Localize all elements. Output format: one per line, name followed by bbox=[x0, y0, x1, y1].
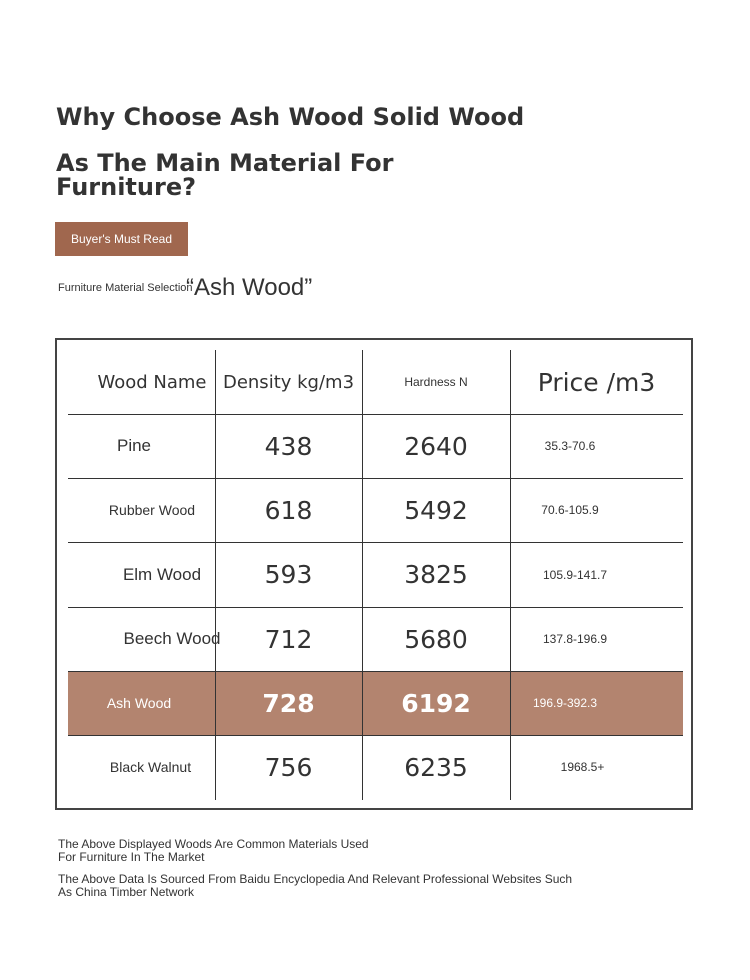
table-row-price: 70.6-105.9 bbox=[541, 503, 599, 517]
footnote-2-line-1: The Above Data Is Sourced From Baidu Encyclopedia And Relevant Professional Websites Such bbox=[58, 872, 573, 886]
table-row-hardness: 5680 bbox=[404, 624, 468, 654]
table-row-hardness: 2640 bbox=[404, 431, 468, 461]
section-title: “Ash Wood” bbox=[186, 274, 313, 301]
footnote-2-line-2: As China Timber Network bbox=[58, 885, 195, 899]
table-row-hardness: 6235 bbox=[404, 752, 468, 782]
table-row-density: 438 bbox=[264, 431, 313, 461]
table-row-name: Elm Wood bbox=[122, 564, 202, 584]
section-label: Furniture Material Selection bbox=[58, 282, 193, 294]
table-row-price: 35.3-70.6 bbox=[544, 439, 596, 453]
table-row-name: Rubber Wood bbox=[108, 502, 196, 518]
header-price: Price /m3 bbox=[537, 367, 656, 397]
table-row-density: 712 bbox=[264, 624, 313, 654]
table-row-price: 1968.5+ bbox=[560, 760, 605, 774]
table-row-name-highlighted: Ash Wood bbox=[106, 695, 172, 711]
footnote-1-line-1: The Above Displayed Woods Are Common Materials Used bbox=[58, 837, 369, 851]
table-row-hardness: 3825 bbox=[404, 560, 468, 589]
header-wood-name: Wood Name bbox=[97, 371, 207, 393]
table-row-density-highlighted: 728 bbox=[262, 688, 315, 718]
table-row-hardness: 5492 bbox=[404, 495, 468, 525]
buyers-must-read-badge: Buyer's Must Read bbox=[55, 222, 188, 256]
table-row-name: Black Walnut bbox=[109, 759, 192, 775]
page-title-line-2: As The Main Material For bbox=[56, 149, 394, 177]
table-row-density: 618 bbox=[264, 495, 313, 525]
table-row-price: 105.9-141.7 bbox=[542, 567, 608, 582]
footnote-1-line-2: For Furniture In The Market bbox=[58, 850, 205, 864]
table-row-price: 137.8-196.9 bbox=[542, 632, 608, 646]
table-row-price-highlighted: 196.9-392.3 bbox=[532, 696, 598, 710]
page-title-line-3: Furniture? bbox=[56, 173, 197, 201]
table-row-density: 593 bbox=[264, 560, 313, 589]
table-row-density: 756 bbox=[264, 752, 313, 782]
table-row-name: Beech Wood bbox=[123, 629, 221, 648]
table-row-name: Pine bbox=[116, 436, 152, 455]
header-density: Density kg/m3 bbox=[222, 371, 355, 393]
header-hardness: Hardness N bbox=[404, 375, 468, 389]
table-row-hardness-highlighted: 6192 bbox=[401, 688, 471, 718]
page-title-line-1: Why Choose Ash Wood Solid Wood bbox=[56, 103, 525, 131]
